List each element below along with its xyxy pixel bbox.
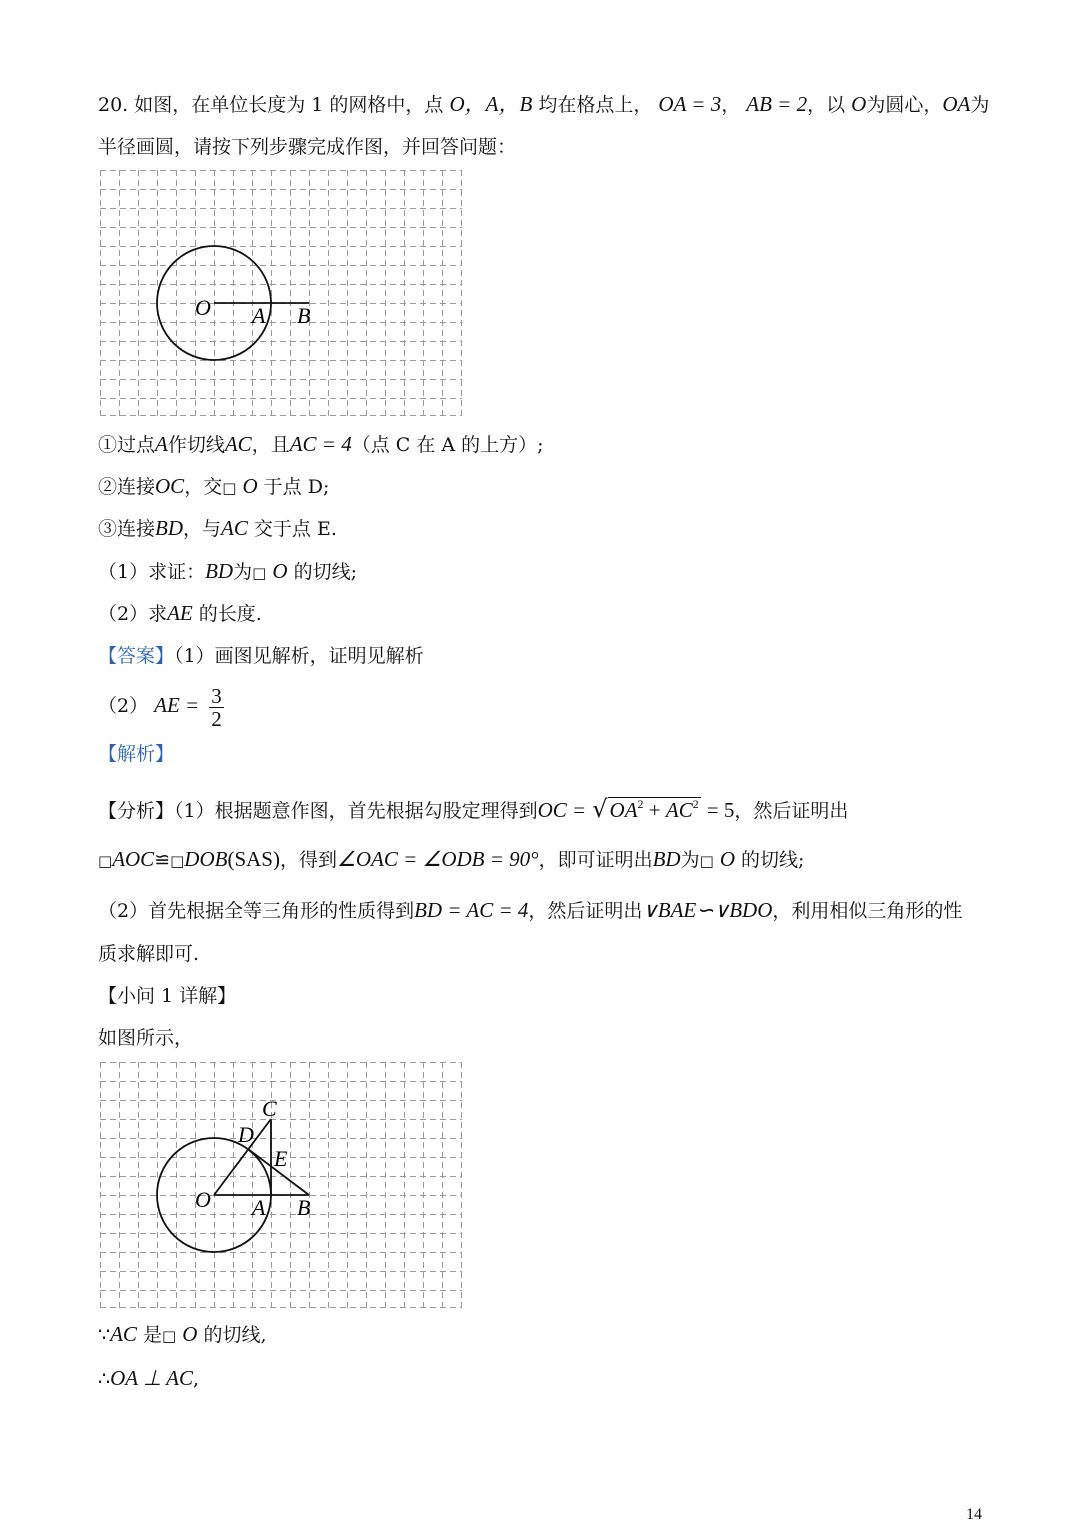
circle-symbol: □ — [222, 479, 237, 497]
answer-line-2: （2） AE = $\frac{3}{2}$ — [98, 683, 222, 731]
label-b: B — [297, 303, 311, 328]
sqrt-expression: $√OA^2 + AC^2$ — [592, 795, 699, 823]
problem-line-2: 半径画圆，请按下列步骤完成作图，并回答问题： — [98, 136, 517, 158]
as-shown-text: 如图所示， — [98, 1027, 194, 1049]
label-o: O — [195, 1187, 211, 1212]
proof-line-2: ∴OA ⊥ AC, — [98, 1366, 200, 1390]
label-e: E — [274, 1146, 288, 1171]
label-a: A — [252, 1195, 266, 1220]
question-2: （2）求AE 的长度. — [98, 601, 262, 625]
label-o: O — [195, 295, 211, 320]
analysis-fx-tag: 【分析】 — [98, 800, 175, 822]
step-1: ①过点A作切线AC，且AC = 4（点 C 在 A 的上方）; — [98, 432, 544, 456]
circle-symbol: □ — [252, 564, 267, 582]
analysis-tag: 【解析】 — [98, 743, 175, 765]
analysis-line-4: 质求解即可. — [98, 943, 200, 965]
answer-line-1: 【答案】（1）画图见解析，证明见解析 — [98, 645, 424, 667]
label-d: D — [238, 1122, 254, 1147]
analysis-line-3: （2）首先根据全等三角形的性质得到BD = AC = 4，然后证明出∨BAE∽∨BDO，利用相似三角形的性 — [98, 898, 963, 922]
fraction-3-2: $\frac{3}{2}$ — [211, 683, 222, 731]
step-3: ③连接BD，与AC 交于点 E. — [98, 516, 337, 540]
figure-1-grid — [100, 170, 464, 420]
problem-line-1: 20. 如图，在单位长度为 1 的网格中，点 O，A，B 均在格点上， OA = 3， AB = 2，以 O为圆心，OA为 — [98, 92, 990, 116]
label-b: B — [297, 1195, 311, 1220]
label-a: A — [252, 303, 266, 328]
page-number: 14 — [966, 1506, 982, 1523]
analysis-line-2: □AOC≌□DOB(SAS)，得到∠OAC = ∠ODB = 90°，即可证明出BD为□ O 的切线; — [98, 847, 805, 871]
label-c: C — [262, 1096, 277, 1121]
question-1: （1）求证：BD为□ O 的切线; — [98, 559, 357, 583]
grid-lines — [100, 170, 462, 416]
grid-lines — [100, 1062, 462, 1308]
step-2: ②连接OC，交□ O 于点 D; — [98, 474, 330, 498]
sub-question-1-tag: 【小问 1 详解】 — [98, 985, 237, 1007]
answer-tag: 【答案】 — [98, 645, 175, 667]
analysis-line-1: 【分析】（1）根据题意作图，首先根据勾股定理得到OC = $√OA^2 + AC^2 = 5$，然后证明出 — [98, 790, 848, 825]
proof-line-1: ∵AC 是□ O 的切线, — [98, 1322, 267, 1346]
figure-2-grid — [100, 1062, 464, 1312]
problem-number: 20. — [98, 94, 129, 116]
